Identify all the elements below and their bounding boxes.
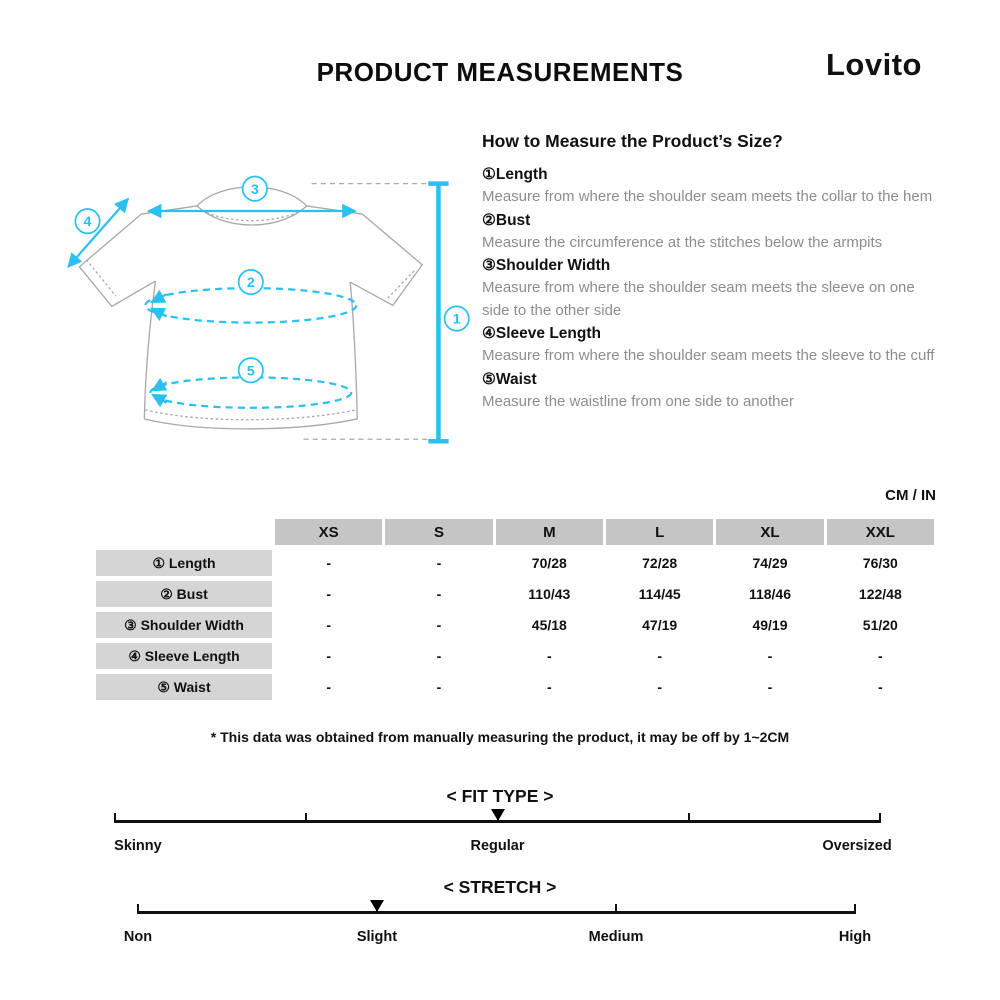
tshirt-outline [79,181,431,440]
cell-value: 110/43 [496,581,603,607]
instruction-text: Measure from where the shoulder seam meets the sleeve on one side to the other side [482,279,915,319]
scale-label-high: High [838,929,872,945]
measurement-diagram [52,163,478,468]
scale-label-skinny: Skinny [114,838,162,854]
cell-value: 45/18 [496,612,603,638]
header-row [96,519,934,545]
column-header-l: L [606,519,713,545]
instructions-heading: How to Measure the Product’s Size? [482,131,783,151]
cell-value: 76/30 [827,550,934,576]
cell-value: - [716,643,823,669]
cell-value: - [275,550,382,576]
callout-number-shoulder-width: 3 [250,181,259,198]
scale-tick [854,904,856,914]
instruction-label: ⑤Waist [482,370,537,388]
instruction-item-4 [482,322,940,368]
stretch-title: < STRETCH > [443,877,557,897]
instruction-item-3 [482,254,940,322]
cell-value: 114/45 [606,581,713,607]
unit-label: CM / IN [885,487,936,504]
instruction-label: ③Shoulder Width [482,257,611,274]
row-label: ② Bust [96,581,272,607]
instructions-list [482,163,940,413]
table-row [96,581,934,607]
column-header-xl: XL [716,519,823,545]
cell-value: 47/19 [606,612,713,638]
size-table-body [96,550,934,700]
scale-label-regular: Regular [470,838,525,854]
cell-value: - [275,612,382,638]
stretch-labels [123,929,872,949]
table-row [96,550,934,576]
instruction-text: Measure the circumference at the stitches below the armpits [482,233,883,251]
page-title: PRODUCT MEASUREMENTS [316,57,684,87]
scale-tick [137,904,139,914]
right-sleeve [350,214,422,305]
column-header-s: S [385,519,492,545]
cell-value: - [606,674,713,700]
cell-value: 122/48 [827,581,934,607]
left-cuff-stitch [86,260,115,297]
hem-stitch-line [145,410,356,420]
instruction-text: Measure the waistline from one side to another [482,392,794,410]
scale-tick [114,813,116,823]
column-header-m: M [496,519,603,545]
tshirt-diagram-svg [52,163,478,468]
cell-value: - [496,674,603,700]
callout-number-bust: 2 [246,275,255,292]
waist-arrow-bottom [152,395,166,403]
cell-value: 70/28 [496,550,603,576]
cell-value: - [606,643,713,669]
fit-type-title: < FIT TYPE > [446,786,554,806]
cell-value: 72/28 [606,550,713,576]
callout-number-waist: 5 [246,363,255,380]
scale-tick [615,904,617,914]
row-label: ④ Sleeve Length [96,643,272,669]
scale-label-slight: Slight [356,929,398,945]
instruction-text: Measure from where the shoulder seam meets the sleeve to the cuff [482,347,935,364]
fit-type-line [115,820,880,823]
scale-tick [879,813,881,823]
table-row [96,643,934,669]
cell-value: - [385,612,492,638]
cell-value: 49/19 [716,612,823,638]
cell-value: - [827,643,934,669]
table-row [96,674,934,700]
measure-instructions [482,131,940,413]
cell-value: - [385,581,492,607]
scale-label-oversized: Oversized [822,838,892,854]
cell-value: - [385,643,492,669]
scale-label-medium: Medium [588,929,644,945]
row-label: ③ Shoulder Width [96,612,272,638]
callout-number-sleeve-length: 4 [83,214,92,231]
cell-value: 74/29 [716,550,823,576]
size-table [93,514,937,705]
instruction-label: ①Length [482,166,548,183]
cell-value: - [827,674,934,700]
cell-value: 51/20 [827,612,934,638]
stretch-line [138,911,855,914]
waist-arrow-top [152,382,166,390]
fit-type-labels [114,838,892,858]
row-label: ① Length [96,550,272,576]
scale-label-non: Non [123,929,153,945]
column-header-xxl: XXL [827,519,934,545]
callout-number-length: 1 [452,311,461,328]
cell-value: - [385,550,492,576]
brand-logo: Lovito [826,47,922,82]
instruction-item-5 [482,368,940,414]
instruction-item-2 [482,209,940,255]
cell-value: 118/46 [716,581,823,607]
scale-marker [370,900,384,912]
cell-value: - [385,674,492,700]
cell-value: - [716,674,823,700]
scale-marker [491,809,505,821]
row-label: ⑤ Waist [96,674,272,700]
column-header-xs: XS [275,519,382,545]
instruction-item-1 [482,163,940,209]
hem-line [144,419,357,429]
table-footnote: * This data was obtained from manually measuring the product, it may be off by 1~2CM [210,729,790,745]
instruction-label: ④Sleeve Length [482,325,601,342]
size-table-head [96,519,934,545]
cell-value: - [496,643,603,669]
cell-value: - [275,581,382,607]
instruction-label: ②Bust [482,211,531,229]
instruction-text: Measure from where the shoulder seam meets the collar to the hem [482,188,933,205]
cell-value: - [275,674,382,700]
scale-tick [305,813,307,823]
table-corner-cell [96,519,272,545]
scale-tick [688,813,690,823]
cell-value: - [275,643,382,669]
table-row [96,612,934,638]
